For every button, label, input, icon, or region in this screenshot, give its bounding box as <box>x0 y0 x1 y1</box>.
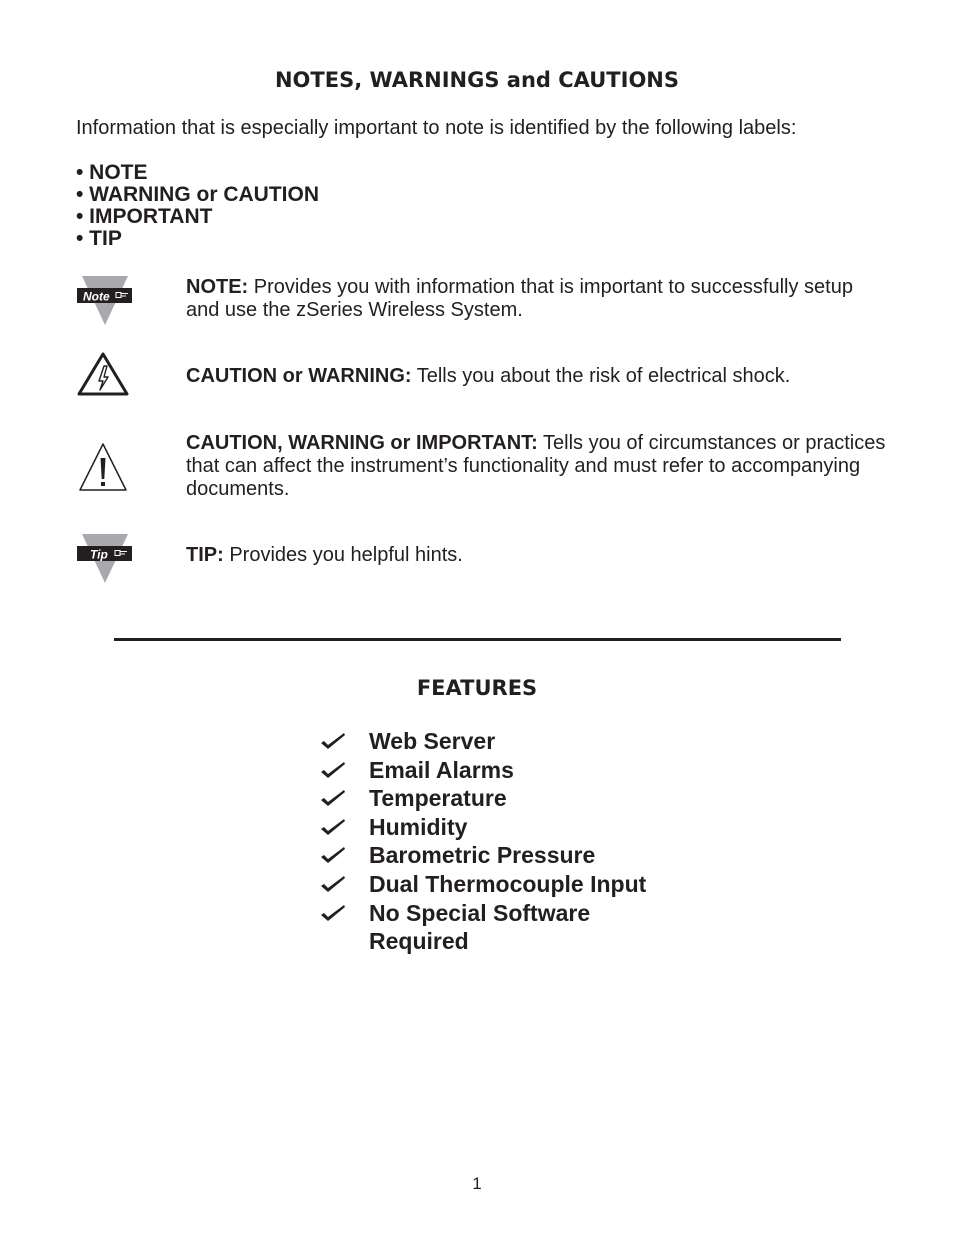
note-heading: NOTE: <box>186 276 249 298</box>
label-list <box>76 162 319 250</box>
checkmark-icon <box>320 870 369 898</box>
shock-text: Tells you about the risk of electrical shock. <box>411 365 791 387</box>
tip-badge-text: Tip <box>90 547 108 562</box>
feature-item <box>320 899 689 956</box>
note-badge-text: Note <box>83 289 110 304</box>
shock-heading: CAUTION or WARNING: <box>186 365 412 387</box>
feature-item <box>320 841 689 870</box>
tip-text: Provides you helpful hints. <box>223 544 463 566</box>
checkmark-icon <box>320 756 369 784</box>
feature-label: Email Alarms <box>369 756 514 783</box>
label-item: • TIP <box>76 227 122 250</box>
features-list <box>320 727 689 956</box>
feature-label: Dual Thermocouple Input <box>369 870 647 897</box>
feature-item <box>320 813 689 842</box>
feature-item <box>320 756 689 785</box>
feature-item <box>320 870 689 899</box>
tip-pointer-icon <box>76 534 134 584</box>
note-pointer-icon <box>76 276 134 326</box>
checkmark-icon <box>320 784 369 812</box>
general-caution-block <box>186 432 886 501</box>
label-item: • IMPORTANT <box>76 205 213 228</box>
electrical-shock-warning-icon <box>76 351 134 397</box>
feature-label: Barometric Pressure <box>369 842 596 869</box>
page-number: 1 <box>472 1174 482 1193</box>
checkmark-icon <box>320 727 369 755</box>
tip-heading: TIP: <box>186 544 224 566</box>
features-title: FEATURES <box>416 676 538 700</box>
caution-text: Tells you of circumstances or practices that can affect the instrument’s functionality and must refer to accompanying documents. <box>186 432 886 500</box>
shock-caution-block <box>186 365 886 388</box>
feature-item <box>320 784 689 813</box>
section-divider <box>114 638 841 641</box>
feature-label: Web Server <box>369 728 496 754</box>
feature-label: Humidity <box>369 813 468 840</box>
intro-text: Information that is especially important to note is identified by the following labels: <box>76 117 797 139</box>
label-item: • NOTE <box>76 161 148 184</box>
exclamation-caution-icon <box>76 441 134 493</box>
caution-heading: CAUTION, WARNING or IMPORTANT: <box>186 432 538 454</box>
label-item: • WARNING or CAUTION <box>76 183 320 206</box>
checkmark-icon <box>320 899 369 927</box>
note-text: Provides you with information that is important to successfully setup and use the zSeries Wireless System. <box>186 276 853 321</box>
feature-label: No Special Software Required <box>369 899 591 955</box>
tip-block <box>186 544 886 567</box>
checkmark-icon <box>320 813 369 841</box>
page-title: NOTES, WARNINGS and CAUTIONS <box>274 68 679 92</box>
checkmark-icon <box>320 841 369 869</box>
feature-label: Temperature <box>369 785 507 812</box>
feature-item <box>320 727 689 756</box>
note-block <box>186 276 886 322</box>
